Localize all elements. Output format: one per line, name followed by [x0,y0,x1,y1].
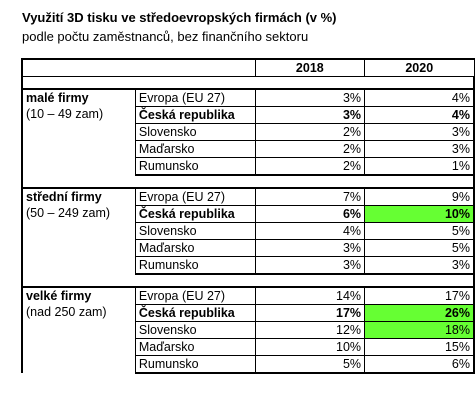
header-year-2020: 2020 [365,59,474,77]
group-label-cell [22,188,135,274]
value-2018-cell: 10% [255,339,364,356]
group-name: velké firmy [26,289,92,303]
value-2018-cell: 3% [255,107,364,124]
table-row [22,89,474,107]
value-2020-cell: 5% [365,223,474,240]
country-cell: Česká republika [135,107,255,124]
value-2018-cell: 14% [255,287,364,305]
value-2020-cell: 4% [365,107,474,124]
value-2018-cell: 3% [255,89,364,107]
value-2018-cell: 2% [255,158,364,176]
group-name: malé firmy [26,91,89,105]
value-2018-cell: 2% [255,141,364,158]
country-cell: Maďarsko [135,141,255,158]
group-range: (10 – 49 zam) [26,107,104,121]
country-cell: Rumunsko [135,257,255,275]
value-2018-cell: 3% [255,257,364,275]
value-2020-cell: 15% [365,339,474,356]
data-table [21,58,475,374]
value-2020-cell: 3% [365,257,474,275]
value-2020-cell: 17% [365,287,474,305]
country-cell: Slovensko [135,124,255,141]
value-2020-cell: 9% [365,188,474,206]
country-cell: Evropa (EU 27) [135,89,255,107]
value-2018-cell: 5% [255,356,364,374]
group-range: (nad 250 zam) [26,305,107,319]
value-2020-cell: 5% [365,240,474,257]
country-cell: Slovensko [135,223,255,240]
value-2018-cell: 12% [255,322,364,339]
value-2018-cell: 7% [255,188,364,206]
header-blank-cell [22,59,135,77]
group-label-cell [22,89,135,175]
value-2020-cell: 26% [365,305,474,322]
table-header-row [22,59,474,77]
value-2020-cell: 10% [365,206,474,223]
group-spacer-row [22,274,474,287]
value-2020-cell: 4% [365,89,474,107]
group-spacer-row [22,77,474,90]
value-2018-cell: 4% [255,223,364,240]
group-range: (50 – 249 zam) [26,206,111,220]
value-2020-cell: 18% [365,322,474,339]
header-year-2018: 2018 [255,59,364,77]
value-2020-cell: 3% [365,141,474,158]
country-cell: Maďarsko [135,240,255,257]
country-cell: Evropa (EU 27) [135,287,255,305]
page-subtitle: podle počtu zaměstnanců, bez finančního sektoru [22,29,309,44]
spacer-cell [22,274,474,287]
group-label-cell [22,287,135,373]
value-2018-cell: 17% [255,305,364,322]
country-cell: Česká republika [135,206,255,223]
table-body [22,59,474,373]
spacer-cell [22,175,474,188]
value-2020-cell: 3% [365,124,474,141]
spacer-cell [22,77,474,90]
value-2018-cell: 3% [255,240,364,257]
country-cell: Evropa (EU 27) [135,188,255,206]
value-2018-cell: 2% [255,124,364,141]
value-2020-cell: 1% [365,158,474,176]
value-2018-cell: 6% [255,206,364,223]
country-cell: Rumunsko [135,356,255,374]
country-cell: Rumunsko [135,158,255,176]
page-title: Využití 3D tisku ve středoevropských firmách (v %) [22,10,337,25]
table-row [22,287,474,305]
country-cell: Slovensko [135,322,255,339]
header-blank-cell [135,59,255,77]
group-spacer-row [22,175,474,188]
country-cell: Maďarsko [135,339,255,356]
group-name: střední firmy [26,190,102,204]
country-cell: Česká republika [135,305,255,322]
value-2020-cell: 6% [365,356,474,374]
table-row [22,188,474,206]
